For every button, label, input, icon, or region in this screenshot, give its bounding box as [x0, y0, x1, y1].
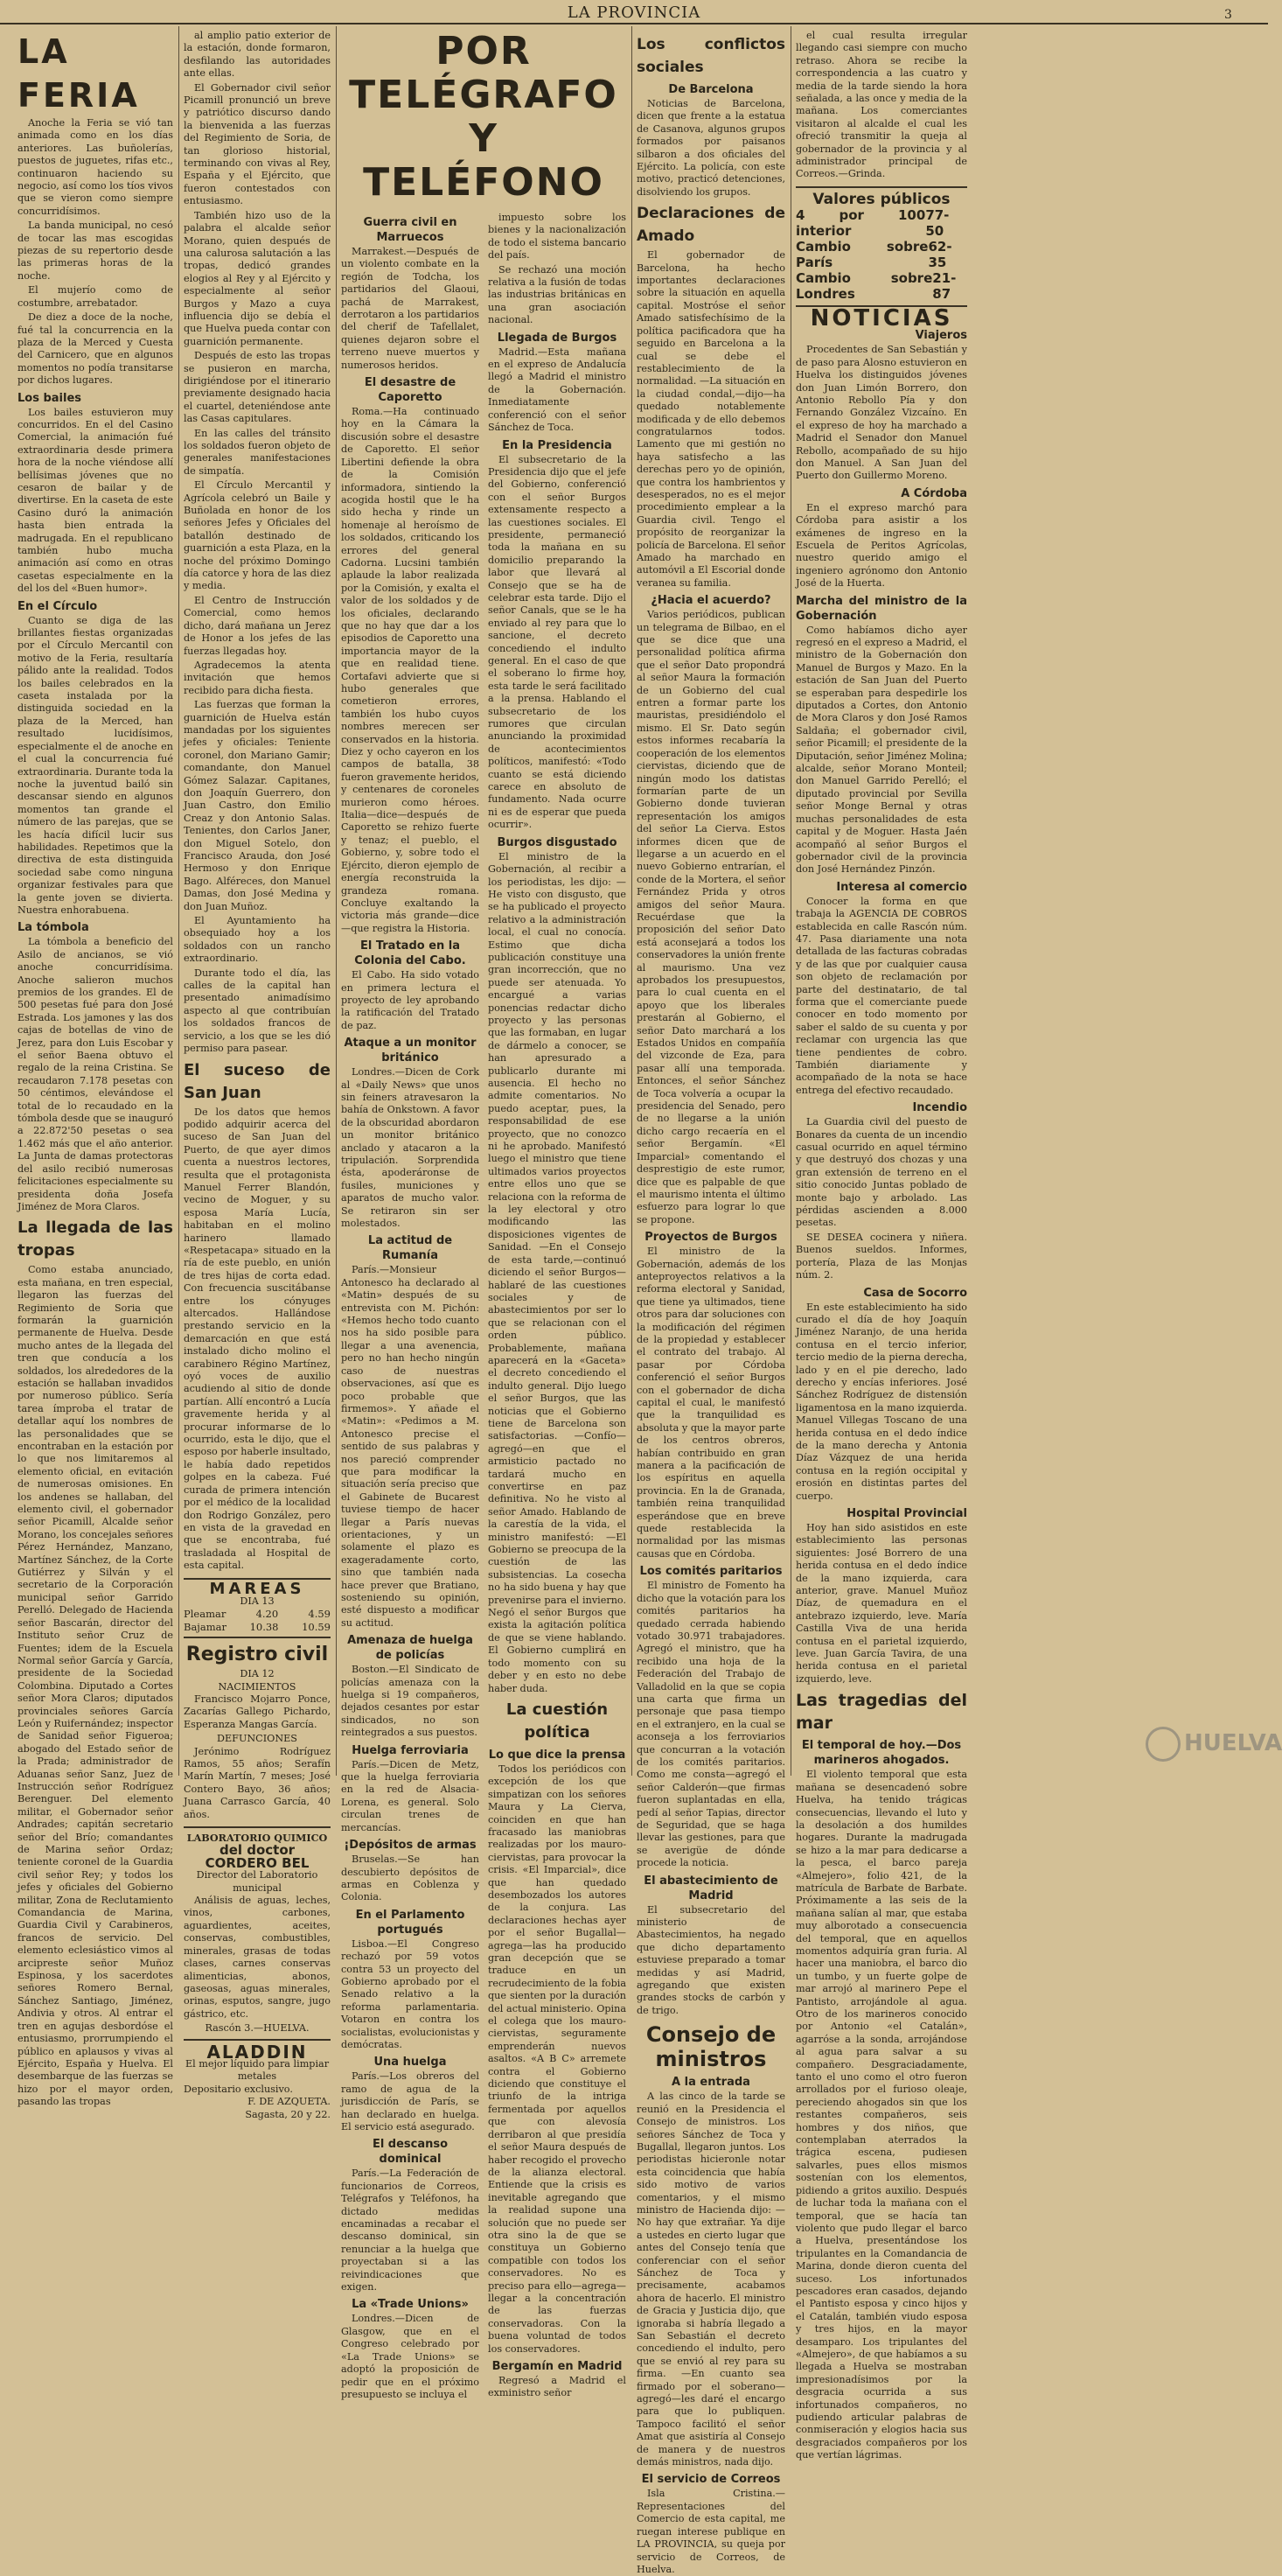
- socorro-text: En este establecimiento ha sido curado el día de hoy Joaquín Jiménez Naranjo, de una herida contusa en el tercio inferior, tercio medio de la pierna derecha, lado y en el pie derecho, lado derecho y encías inferiores. José Sánchez Rodríguez de distensión ligamentosa en la mano izquierda. Manuel Villegas Toscano de una herida contusa en el dedo índice de la mano derecha y Antonia Díaz Vázquez de una herida contusa en la región occipital y erosión en distintas partes del cuerpo.: [796, 1301, 967, 1502]
- valores-row-paris: [796, 239, 967, 270]
- laboratorio-ad: [184, 1826, 331, 2041]
- cuestion-politica-heading: La cuestión política: [505, 1700, 609, 1742]
- comercio-heading: Interesa al comercio: [836, 880, 967, 894]
- masthead: [0, 3, 1268, 24]
- circulo-heading: En el Círculo: [17, 599, 98, 613]
- proyectos-burgos-text: El ministro de la Gobernación, además de los anteproyectos relativos a la reforma electoral y Sanidad, que tiene ya ultimados, tiene otros para dar soluciones con la modificación del régimen de la propiedad y establecer el contrato del trabajo. Al pasar por Córdoba conferenció el señor Burgos con el gobernador de dicha capital el cual, le manifestó que la tranquilidad es absoluta y que la mayor parte de los centros obreros, habían contribuido en gran manera a la pacificación de los espíritus en aquella provincia. En la de Granada, también reina tranquilidad esperándose que en breve quede restablecida la normalidad por las mismas causas que en Córdoba.: [637, 1246, 785, 1560]
- noticias-heading: NOTICIAS: [810, 304, 953, 332]
- correos-cont-text: el cual resulta irregular llegando casi siempre con mucho retraso. Ahora se recibe la correspondencia a las cuatro y media de la tarde siendo la hora señalada, a las once y media de la mañana. Los comerciantes visitaron al alcalde el cual les ofreció transmitir la queja al gobernador de la provincia y al administrador principal de Correos.—Grinda.: [796, 30, 967, 180]
- registro-title: Registro civil: [185, 1644, 329, 1666]
- column-rule: [631, 26, 632, 1776]
- valores-row-interior-value: 77-50: [925, 206, 950, 239]
- incendio-heading: Incendio: [912, 1101, 967, 1115]
- watermark-ring-icon: [1146, 1727, 1181, 1762]
- aladdin-address: Sagasta, 20 y 22.: [245, 2108, 331, 2120]
- monitor-heading: Ataque a un monitor británico: [344, 1037, 477, 1065]
- column-6: [796, 30, 967, 2461]
- registro-day: DIA 12: [240, 1668, 275, 1680]
- archive-watermark: [1146, 1721, 1282, 1777]
- nacimientos-text: Francisco Mojarro Ponce, Zacarías Gallego Pichardo, Esperanza Mangas García.: [184, 1693, 331, 1730]
- caporetto-heading: El desastre de Caporetto: [364, 376, 456, 405]
- lab-title: LABORATORIO QUIMICO: [186, 1832, 328, 1845]
- proyectos-burgos-heading: Proyectos de Burgos: [644, 1231, 777, 1245]
- amado-text: El gobernador de Barcelona, ha hecho importantes declaraciones sobre la situación en aquella capital. Mostróse el señor Amado satisfechísimo de la política pacificadora que ha seguido en Barcelona a la cual se debe el restablecimiento de la normalidad. —La situación en la ciudad condal,—dijo—ha quedado notablemente modificada y de ello debemos congratularnos todos. Lamento que mi gestión no haya satisfecho a las derechas pero yo de opinión, que contra los hambrientos y desesperados, no es el mejor procedimiento emplear a la Guardia civil. Tengo el propósito de reorganizar la policía de Barcelona. El señor Amado ha marchado en automóvil a El Escorial donde veranea su familia.: [637, 249, 785, 589]
- col4-p2: Se rechazó una moción relativa a la fusión de todas las industrias británicas en una gran asociación nacional.: [488, 263, 626, 326]
- lab-name: del doctor CORDERO BEL: [205, 1842, 310, 1871]
- feria-title: LA FERIA: [17, 32, 140, 115]
- tragedias-heading: Las tragedias del mar: [796, 1691, 967, 1734]
- tropas-cont-p1: al amplio patio exterior de la estación, donde formaron, desfilando las autoridades ante ellas.: [184, 30, 331, 80]
- col4-p1: impuesto sobre los bienes y la nacionalización de todo el sistema bancario del país.: [488, 212, 626, 262]
- suceso-text: De los datos que hemos podido adquirir acerca del suceso de San Juan del Puerto, de que ayer dimos cuenta a nuestros lectores, resulta que el protagonista Manuel Ferrer Blandón, vecino de Moguer, y su esposa María Lucía, habitaban en el molino harinero llamado «Respetacapa» situado en la ría de este pueblo, en unión de tres hijas de corta edad. Con frecuencia suscitábanse entre los cónyuges altercados. Hallándose prestando servicio en la demarcación en que está instalado dicho molino el carabinero Régino Martínez, oyó voces de auxilio acudiendo al sitio de donde partían. Allí encontró a Lucía gravemente herida y al procurar informarse de lo ocurrido, esta le dijo, que el esposo por haberle insultado, le había dado repetidos golpes en la cabeza. Fué curada de primera intención por el médico de la localidad don Rodrigo González, pero en vista de la gravedad en que se encontraba, fué trasladada al Hospital de esta capital.: [184, 1106, 331, 1572]
- tombola-heading: La tómbola: [17, 921, 89, 935]
- temporal-subheading: El temporal de hoy.—Dos marineros ahogados.: [801, 1739, 962, 1768]
- correos-text: Isla Cristina.—Representaciones del Comercio de esta capital, me ruegan interese publique en LA PROVINCIA, su queja por servicio de Correos, de Huelva.: [637, 2488, 785, 2575]
- viajeros-heading: Viajeros: [915, 329, 967, 343]
- pleamar-row: [184, 1608, 331, 1620]
- circulo-text: Cuanto se diga de las brillantes fiestas organizadas por el Círculo Mercantil con motivo de la Feria, resultaría pálido ante la realidad. Todos los bailes celebrados en la caseta instalada por la distinguida sociedad en la plaza de la Merced, han resultado lucidísimos, especialmente el de anoche en el cual la concurrencia fué extraordinaria. Durante toda la noche la juventud bailó sin descansar siendo en algunos momentos tan grande el número de las parejas, que se les hacía difícil lucir sus habilidades. Repetimos que la directiva de esta distinguida sociedad sabe como ninguna organizar festivales para que la gente joven se divierta. Nuestra enhorabuena.: [17, 614, 173, 916]
- presidencia-heading: En la Presidencia: [502, 438, 612, 452]
- bajamar-row: [184, 1621, 331, 1633]
- defunciones-heading: DEFUNCIONES: [217, 1733, 297, 1745]
- cordoba-heading: A Córdoba: [901, 486, 967, 500]
- tropas-cont-p9: Las fuerzas que forman la guarnición de Huelva están mandadas por los siguientes jefes y oficiales: Teniente coronel, don Mariano Gamir; comandante, don Manuel Gómez Salazar. Capitanes, don Joaquín Guerrero, don Juan Castro, don Emilio Creaz y don Antonio Salas. Tenientes, don Carlos Janer, don Miguel Sotelo, don Francisco Arauda, don José Hermoso y don Enrique Bago. Alféreces, don Manuel Damas, don José Medina y don Juan Muñoz.: [184, 699, 331, 912]
- cabo-text: El Cabo. Ha sido votado en primera lectura el proyecto de ley aprobando la ratificación del Tratado de paz.: [341, 969, 479, 1031]
- hospital-text: Hoy han sido asistidos en este establecimiento las personas siguientes: José Borrero de una herida contusa en el dedo índice de la mano izquierda, cara anterior, grave. Manuel Muñoz Díaz, de quemadura en el antebrazo izquierdo, leve. María Castilla Viva de una herida contusa en el parietal izquierdo, leve. Juan García Tavira, de una herida contusa en el parietal izquierdo, leve.: [796, 1522, 967, 1685]
- prensa-subheading: Lo que dice la prensa: [488, 1748, 626, 1762]
- page-number: 3: [1224, 8, 1233, 22]
- abastecimiento-text: El subsecretario del ministerio de Abastecimientos, ha negado que dicho departamento estuviese preparado a tomar medidas y así Madrid, agregando que existen grandes stocks de carbón y de trigo.: [637, 1903, 785, 2016]
- pleamar-label: Pleamar: [184, 1608, 226, 1621]
- column-rule: [336, 26, 337, 1776]
- defunciones-text: Jerónimo Rodríguez Ramos, 55 años; Serafín Marín Martín, 7 meses; José Contero Bayo, 36 años; Juana Carrasco García, 40 años.: [184, 1745, 331, 1820]
- valores-row-londres-label: Cambio sobre Londres: [796, 269, 933, 302]
- presidencia-text: El subsecretario de la Presidencia dijo que el jefe del Gobierno, conferenció con el señor Burgos extensamente respecto a las cuestiones sociales. El presidente, permaneció toda la mañana en su domicilio preparando la labor que llevará al Consejo que se ha de celebrar esta tarde. Dijo el señor Canals, que se le ha enviado al rey para que lo sancione, el decreto concediendo el indulto general. En el caso de que el soberano lo firme hoy, esta tarde le será facilitado a la prensa. Hablando el subsecretario de los rumores que circulan anunciando la proximidad de acontecimientos políticos, manifestó: «Todo cuanto se está diciendo carece en absoluto de fundamento. Nada ocurre ni es de esperar que pueda ocurrir».: [488, 453, 626, 831]
- cabo-heading: El Tratado en la Colonia del Cabo.: [354, 939, 466, 968]
- cordoba-text: En el expreso marchó para Córdoba para asistir a los exámenes de ingreso en la Escuela de Peritos Agrícolas, nuestro querido amigo el ingeniero agrónomo don Antonio José de la Huerta.: [796, 501, 967, 590]
- valores-row-londres-value: 21-87: [932, 269, 957, 302]
- acuerdo-heading: ¿Hacia el acuerdo?: [651, 594, 771, 608]
- marcha-ministro-heading: Marcha del ministro de la Gobernación: [796, 594, 967, 623]
- llegada-burgos-heading: Llegada de Burgos: [497, 331, 617, 345]
- socorro-heading: Casa de Socorro: [863, 1286, 967, 1300]
- column-3: [341, 29, 626, 2400]
- pleamar-pm: 4.59: [308, 1608, 331, 1621]
- bajamar-label: Bajamar: [184, 1620, 226, 1633]
- portugues-heading: En el Parlamento portugués: [355, 1908, 465, 1937]
- feria-p4: De diez a doce de la noche, fué tal la concurrencia en la plaza de la Merced y Cuesta del Carnicero, que en algunos momentos no podía transitarse por dichos lugares.: [17, 311, 173, 387]
- consejo-subheading: A la entrada: [672, 2076, 750, 2090]
- bailes-text: Los bailes estuvieron muy concurridos. En el del Casino Comercial, la animación fué extraordinaria desde primera hora de la noche viéndose allí bellísimas jóvenes que no cesaron de bailar y de divertirse. En la caseta de este Casino duró la animación hasta bien entrada la madrugada. En el republicano también hubo mucha animación así como en otras casetas especialmente en la del los del «Buen humor».: [17, 406, 173, 595]
- tropas-text: Como estaba anunciado, esta mañana, en tren especial, llegaron las fuerzas del Regimiento de Soria que formarán la guarnición permanente de Huelva. Desde mucho antes de la llegada del tren que conducía a los soldados, los alrededores de la estación se hallaban invadidos por numeroso público. Sería tarea ímproba el tratar de detallar aquí los nombres de las personalidades que se encontraban en la estación por lo que nos limitaremos al elemento oficial, en evitación de numerosas omisiones. En los andenes se hallaban, del elemento civil, el gobernador señor Picamill, Alcalde señor Morano, los concejales señores Pérez Hernández, Manzano, Martínez Sánchez, de la Corte Gutiérrez y Silván y el secretario de la Corporación municipal señor Garrido Perelló. Delegado de Hacienda señor Bascarán, director del Instituto señor Cruz de Fuentes; idem de la Escuela Normal señor García y García, presidente de la Sociedad Colombina. Diputado a Cortes señor Mora Claros; diputados provinciales señores García León y Ruifernández; inspector de Sanidad señor Figueroa; abogado del Estado señor de la Prada; administrador de Aduanas señor Sanz, Juez de Instrucción señor Rodríguez Berenguer. Del elemento militar, el Gobernador señor Andrades; capitán secretario señor del Brío; comandantes de Marina señor Ordaz; teniente coronel de la Guardia civil señor Rey; y todos los jefes y oficiales del Gobierno militar, Zona de Reclutamiento Comandancia de Marina, Guardia Civil y Carabineros, francos de servicio. Del elemento eclesiástico vimos al arcipreste señor Muñoz Espinosa, y los sacerdotes señores Romero Bernal, Sánchez Santiago, Jiménez, Andivia y otros. Al entrar el tren en agujas desbordóse el entusiasmo, prorrumpiendo el público en aplausos y vivas al Ejército, España y Huelva. El desembarque de las fuerzas se hizo por el mayor orden, pasando las tropas: [17, 1264, 173, 2108]
- viajeros-text: Procedentes de San Sebastián y de paso para Alosno estuvieron en Huelva los distinguidos jóvenes don Juan Limón Borrero, don Antonio Rebollo Pía y don Fernando González Vizcaíno. En el expreso de hoy ha marchado a Madrid el Senador don Manuel Rebollo, acompañado de su hijo don Manuel. A San Juan del Puerto don Guillermo Moreno.: [796, 344, 967, 482]
- trade-unions-text: Londres.—Dicen de Glasgow, que en el Congreso celebrado por «La Trade Unions» se adoptó la proposición de pedir que en el próximo presupuesto se incluya el: [341, 2313, 479, 2400]
- tropas-cont-p6: El Círculo Mercantil y Agrícola celebró un Baile y Buñolada en honor de los señores Jefes y Oficiales del batallón destinado de guarnición a esta Plaza, en la noche del próximo Domingo día catorce y hora de las diez y media.: [184, 479, 331, 592]
- barcelona-subheading: De Barcelona: [668, 83, 754, 96]
- lab-text: Análisis de aguas, leches, vinos, carbones, aguardientes, aceites, conservas, combustibles, minerales, grasas de todas clases, carnes conservas alimenticias, abonos, gaseosas, aguas minerales, orinas, esputos, sangre, jugo gástrico, etc.: [184, 1895, 331, 2020]
- aladdin-depositario: Depositario exclusivo.: [184, 2083, 293, 2095]
- tropas-cont-p5: En las calles del tránsito los soldados fueron objeto de generales manifestaciones de simpatía.: [184, 427, 331, 477]
- bajamar-pm: 10.59: [302, 1620, 331, 1633]
- comites-heading: Los comités paritarios: [639, 1565, 783, 1579]
- huelga-text: París.—Los obreros del ramo de agua de la jurisdicción de París, se han declarado en huelga. El servicio está asegurado.: [341, 2070, 479, 2133]
- tropas-cont-p11: Durante todo el día, las calles de la capital han presentado animadísimo aspecto al que contribuían los soldados francos de servicio, a los que se les dió permiso para pasear.: [184, 967, 331, 1055]
- column-rule: [178, 26, 179, 1776]
- comites-text: El ministro de Fomento ha dicho que la votación para los comités paritarios ha quedado cerrada habiendo votado 30.971 trabajadores. Agregó el ministro, que ha recibido una hoja de la Federación del Trabajo de Valladolid en la que se copia una carta que firma un personaje que pasa tiempo en el extranjero, en la cual se aconseja a los ferroviarios que concurran a la votación de los comités paritarios. Como me consta—agregó el señor Calderón—que firmas fueron suplantadas en ella, pedí al señor Tapias, director de Seguridad, que se haga llevar las gestiones, para que se averigüe de dónde procede la noticia.: [637, 1580, 785, 1869]
- valores-row-paris-value: 62-35: [928, 238, 952, 270]
- valores-row-londres: [796, 270, 967, 302]
- burgos-disgustado-text: El ministro de la Gobernación, al recibir a los periodistas, les dijo: —He visto con disgusto, que se ha publicado el proyecto relativo a la administración local, el cual no conocía. Estimo que dicha publicación constituye una gran incorrección, que no puede ser atenuada. Yo encargué a varias ponencias redactar dicho proyecto y las personas que las formaban, en lugar de dármelo a conocer, se han apresurado a publicarlo durante mi ausencia. El hecho no admite comentarios. No puedo aceptar, pues, la responsabilidad de ese proyecto, que no conozco ni he aprobado. Manifestó luego el ministro que tiene ultimados varios proyectos entre ellos uno que se relaciona con la reforma de la ley electoral y otro modificando las disposiciones vigentes de Sanidad. —En el Consejo de esta tarde,—continuó diciendo el señor Burgos—hablaré de las cuestiones sociales y de abastecimientos por ser lo que se relacionan con el orden público. Probablemente, mañana aparecerá en la «Gaceta» el decreto concediendo el indulto general. Dijo luego el señor Burgos, que las noticias que el Gobierno tiene de Barcelona son satisfactorias. —Confío—agregó—en que el armisticio pactado no tardará mucho en convertirse en paz definitiva. No he visto al señor Amado. Hablando de la carestía de la vida, el ministro manifestó: —El Gobierno se preocupa de la cuestión de las subsistencias. La cosecha no ha sido buena y hay que prevenirse para el invierno. Negó el señor Burgos que exista la agitación política de que se viene hablando. El Gobierno cumplirá en todo momento con su deber y en esto no debe haber duda.: [488, 850, 626, 1694]
- acuerdo-text: Varios periódicos, publican un telegrama de Bilbao, en el que se dice que una personalidad política afirma que el señor Dato propondrá al señor Maura la formación de un Gobierno del cual entren a formar parte los mauristas, presidiéndolo el mismo. El Sr. Dato según estos informes recabaría la cooperación de los elementos ciervistas, diciendo que de ningún modo los datistas formarían parte de un Gobierno donde tuvieran representación los amigos del señor La Cierva. Estos informes dicen que de llegarse a un acuerdo en el nuevo Gobierno entrarían, el conde de la Mortera, el señor Fernández Prida y otros amigos del señor Maura. Recuérdase que la proposición del señor Dato está aconsejará a todos los conservadores la unión frente al maurismo. Una vez aprobados los presupuestos, para lo cual cuenta en el apoyo que los liberales prestarán al Gobierno, el señor Dato marchará a los Estados Unidos en compañía del vizconde de Eza, para pasar allí una temporada. Entonces, el señor Sánchez de Toca volvería a ocupar la presidencia del Senado, pero de no llegarse a la unión dicho cargo recaería en el señor Bergamín. «El Imparcial» comentando el desprestigio de este rumor, dice que es palpable de que el maurismo intenta el último esfuerzo para lograr lo que se propone.: [637, 609, 785, 1225]
- suceso-heading: El suceso de San Juan: [184, 1060, 331, 1102]
- armas-heading: ¡Depósitos de armas: [344, 1839, 477, 1853]
- tropas-cont-p8: Agradecemos la atenta invitación que hemos recibido para dicha fiesta.: [184, 659, 331, 696]
- rumania-heading: La actitud de Rumanía: [367, 1234, 453, 1263]
- conflictos-heading: Los conflictos sociales: [637, 36, 785, 76]
- barcelona-text: Noticias de Barcelona, dicen que frente a la estatua de Casanova, algunos grupos formados por paisanos silbaron a dos oficiales del Ejército. La policía, con este motivo, practicó detenciones, disolviendo los grupos.: [637, 98, 785, 198]
- bajamar-am: 10.38: [249, 1620, 279, 1633]
- mareas-title: MAREAS: [209, 1579, 305, 1598]
- valores-row-interior-label: 4 por 100 interior: [796, 206, 926, 239]
- lab-address: Rascón 3.—HUELVA.: [205, 2022, 310, 2035]
- telegrafo-title-2: Y TELÉFONO: [363, 116, 604, 205]
- incendio-text: La Guardia civil del puesto de Bonares da cuenta de un incendio casual ocurrido en aquel término y que destruyó dos chozas y una gran extensión de terreno en el sitio conocido Juntas poblado de monte bajo y arbolado. Las pérdidas ascienden a 8.000 pesetas.: [796, 1116, 967, 1229]
- ferroviaria-text: París.—Dicen de Metz, que la huelga ferroviaria en la red de Alsacia-Lorena, es general. Solo circulan trenes de mercancías.: [341, 1758, 479, 1833]
- armas-text: Bruselas.—Se han descubierto depósitos de armas en Coblenza y Colonia.: [341, 1853, 479, 1903]
- feria-p3: El mujerío como de costumbre, arrebatador.: [17, 284, 173, 309]
- consejo-heading: Consejo de ministros: [645, 2022, 777, 2072]
- telegrafo-title-1: POR TELÉGRAFO: [349, 29, 618, 117]
- feria-p2: La banda municipal, no cesó de tocar las mas escogidas piezas de su repertorio desde las primeras horas de la noche.: [17, 220, 173, 282]
- bailes-heading: Los bailes: [17, 391, 82, 405]
- trade-unions-heading: La «Trade Unions»: [352, 2298, 469, 2312]
- column-5: [637, 30, 785, 2575]
- tropas-cont-p7: El Centro de Instrucción Comercial, como hemos dicho, dará mañana un Jerez de Honor a los jefes de las fuerzas llegadas hoy.: [184, 594, 331, 657]
- llegada-burgos-text: Madrid.—Esta mañana en el expreso de Andalucía llegó a Madrid el ministro de la Gobernación. Inmediatamente conferenció con el señor Sánchez de Toca.: [488, 346, 626, 434]
- tombola-text: La tómbola a beneficio del Asilo de ancianos, se vió anoche concurridísima. Anoche salieron muchos premios de los grandes. El de 500 pesetas fué para don José Estrada. Los jamones y las dos cajas de botellas de vino de Jerez, para don Luis Escobar y el señor Baena obtuvo el regalo de la reina Cristina. Se recaudaron 7.178 pesetas con 50 céntimos, elevándose el total de lo recaudado en la tómbola desde que se inauguró a 22.872'50 pesetas o sea 1.462 más que el año anterior. La Junta de damas protectoras del asilo recibió numerosas felicitaciones especialmente su presidenta doña Josefa Jiménez de Mora Claros.: [17, 936, 173, 1212]
- column-1: [17, 30, 173, 2108]
- aladdin-name: F. DE AZQUETA.: [247, 2096, 331, 2108]
- dominical-text: París.—La Federación de funcionarios de Correos, Telégrafos y Teléfonos, ha dictado medidas encaminadas a recabar el descanso dominical, sin renunciar a la huelga que proyectaban si a las reivindicaciones que exigen.: [341, 2168, 479, 2293]
- bergamin-heading: Bergamín en Madrid: [491, 2360, 623, 2373]
- mareas-day: DIA 13: [240, 1595, 275, 1607]
- hospital-heading: Hospital Provincial: [847, 1507, 967, 1520]
- tragedias-text: El violento temporal que esta mañana se desencadenó sobre Huelva, ha tenido trágicas consecuencias, llevando el luto y la desolación a dos humildes hogares. Durante la madrugada se hizo a la mar para dedicarse a la pesca, el barco pareja «Almejero», folio 421, de la matrícula de Barbate de Barbate. Próximamente a las seis de la mañana salían al mar, que estaba muy alborotado a consecuencia del temporal, que en aquellos momentos adquiría gran furia. Al hacer una maniobra, el barco dio un tumbo, y un fuerte golpe de mar arrojó al marinero Pepe el Pantisto, arrojándole al agua. Otro de los marineros conocido por Antonio «el Catalán», agarróse a la sonda, arrojándose al agua para salvar a su compañero. Desgraciadamente, tanto el uno como el otro fueron arrollados por el furioso oleaje, pereciendo ahogados sin que los restantes compañeros, seis hombres y dos niños, que contemplaban aterrados la trágica escena, pudiesen salvarles, pues ellos mismos sostenían con los elementos, pidiendo a gritos auxilio. Después de luchar toda la mañana con el temporal, que se hacía tan violento que pudo llegar el barco a Huelva, presentándose los tripulantes en la Comandancia de Marina, donde dieron cuenta del suceso. Los infortunados pescadores eran casados, dejando el Pantisto esposa y cinco hijos y el Catalán, también viudo esposa y tres hijos, en la mayor desamparo. Los tripulantes del «Almejero», de que habíamos a su llegada a Huelva se mostraban impresionadísimos por la desgracia ocurrida a sus infortunados compañeros, no pudiendo articular palabras de conmiseración y elogios hacia sus desgraciados compañeros por los que vertían lágrimas.: [796, 1769, 967, 2461]
- valores-row-paris-label: Cambio sobre París: [796, 238, 929, 270]
- masthead-title: LA PROVINCIA: [567, 3, 701, 22]
- marcha-ministro-text: Como habíamos dicho ayer regresó en el expreso a Madrid, el ministro de la Gobernación don Manuel de Burgos y Mazo. En la estación de San Juan del Puerto se esperaban para despedirle los diputados a Cortes, don Antonio de Mora Claros y don José Ramos Saldaña; el gobernador civil, señor Picamill; el presidente de la Diputación, señor Jiménez Molina; alcalde, señor Morano Monteil; don Manuel Garrido Perelló; el diputado provincial por Sevilla señor Monge Bernal y otras muchas personalidades de esta capital y de Moguer. Hasta Jaén acompañó al señor Burgos el gobernador civil de la provincia don José Hernández Pinzón.: [796, 624, 967, 876]
- cuestion-politica-text: Todos los periódicos con excepción de los que simpatizan con los señores Maura y La Cierva, coinciden en que han fracasado las maniobras realizadas por los mauro-ciervistas, para provocar la crisis. «El Imparcial», dice que han quedado desembozados los autores de la conjura. Las declaraciones hechas ayer por el señor Bugallal—agrega—las ha producido gran decepción que se traduce en un recrudecimiento de la fobia que sienten por la duración del actual ministerio. Opina el colega que los mauro-ciervistas, seguramente emprenderán nuevos asaltos. «A B C» arremete contra el Gobierno diciendo que constituye el triunfo de la intriga fermentada por aquellos que con alevosía derribaron al que presidía el señor Maura después de haber recogido el provecho de la alianza electoral. Entiende que la crisis es inevitable agregando que la realidad supone una solución que no puede ser otra sino la de que se constituya un Gobierno compatible con todos los conservadores. No es preciso para ello—agrega—llegar a la concentración de las fuerzas conservadoras. Con la buena voluntad de todos los conservadores.: [488, 1763, 626, 2355]
- lab-subtitle: Director del Laboratorio municipal: [196, 1869, 318, 1894]
- amado-heading: Declaraciones de Amado: [637, 205, 785, 246]
- huelga-heading: Una huelga: [373, 2056, 447, 2070]
- tropas-cont-p2: El Gobernador civil señor Picamill pronunció un breve y patriótico discurso dando la bienvenida a las fuerzas del Regimiento de Soria, de tan glorioso historial, terminando con vivas al Rey, España y el Ejército, que fueron contestados con entusiasmo.: [184, 81, 331, 207]
- bergamin-text: Regresó a Madrid el exministro señor: [488, 2375, 626, 2399]
- ferroviaria-heading: Huelga ferroviaria: [352, 1743, 469, 1757]
- monitor-text: Londres.—Dicen de Cork al «Daily News» que unos sin feiners atravesaron la bahía de Onkstown. A favor de la obscuridad abordaron un monitor británico anclado y atacaron a la tripulación. Sorprendida ésta, apoderáronse de fusiles, municiones y aparatos de mucho valor. Se retiraron sin ser molestados.: [341, 1066, 479, 1230]
- comercio-text: Conocer la forma en que trabaja la AGENCIA DE COBROS establecida en calle Rascón núm. 47. Pasa diariamente una nota detallada de las facturas cobradas y de las que por cualquier causa son objeto de reclamación por parte del destinatario, de tal forma que el comerciante puede conocer en todo momento por saber el saldo de su cuenta y por reclamar con urgencia las que tiene pendientes de cobro. También diariamente y acompañado de la nota se hace entrega del efectivo recaudado.: [796, 895, 967, 1096]
- tropas-cont-p4: Después de esto las tropas se pusieron en marcha, dirigiéndose por el itinerario previamente designado hacia el cuartel, deteniéndose ante las Casas capitulares.: [184, 350, 331, 425]
- valores-title: Valores públicos: [812, 190, 951, 208]
- feria-p1: Anoche la Feria se vió tan animada como en los días anteriores. Las buñolerías, puestos de juguetes, rifas etc., continuaron haciendo su negocio, así como los tíos vivos que se vieron como siempre concurridísimos.: [17, 117, 173, 217]
- tropas-cont-p3: También hizo uso de la palabra el alcalde señor Morano, quien después de una calurosa salutación a las tropas, dedicó grandes elogios al Rey y al Ejército y especialmente al señor Burgos y Mazo a cuya influencia dijo se debía el que Huelva pueda contar con guarnición permanente.: [184, 209, 331, 347]
- pleamar-am: 4.20: [255, 1608, 279, 1621]
- caporetto-text: Roma.—Ha continuado hoy en la Cámara la discusión sobre el desastre de Caporetto. El señor Libertini defiende la obra de la Comisión informadora, sintiendo la acogida hostil que le ha sido hecha y rinde un homenaje al heroísmo de los soldados, criticando los errores del general Cadorna. Lucsini también aplaude la labor realizada por la Comisión, y exalta el valor de los soldados y de los oficiales, declarando que no hay que dar a los episodios de Caporetto una importancia mayor de la que en realidad tiene. Cortafavi advierte que si hubo generales que cometieron errores, también los hubo cuyos nombres merecen ser conservados en la historia. Diez y ocho cayeron en los campos de batalla, 38 fueron gravemente heridos, y centenares de coroneles murieron como héroes. Italia—dice—después de Caporetto se rehizo fuerte y tenaz; el pueblo, el Gobierno, y, sobre todo el Ejército, dieron ejemplo de energía reconstruida la grandeza romana. Concluye exaltando la victoria más grande—dice—que registra la Historia.: [341, 406, 479, 934]
- marruecos-text: Marrakest.—Después de un violento combate en la región de Todcha, los partidarios del Glaoui, pachá de Marrakest, derrotaron a los partidarios del cherif de Tafellalet, quienes dejaron sobre el terreno nueve muertos y numerosos heridos.: [341, 246, 479, 371]
- aladdin-title: ALADDIN: [206, 2041, 308, 2063]
- aladdin-subtitle: El mejor líquido para limpiar metales: [185, 2057, 330, 2083]
- valores-row-interior: [796, 207, 967, 239]
- marruecos-heading: Guerra civil en Marruecos: [363, 216, 457, 244]
- nacimientos-heading: NACIMIENTOS: [218, 1680, 296, 1693]
- telegrafo-columns: [341, 212, 626, 2403]
- consejo-text: A las cinco de la tarde se reunió en la Presidencia el Consejo de ministros. Los señores Sánchez de Toca y Bugallal, llegaron juntos. Los periodistas hicieronle notar esta coincidencia que había sido motivo de varios comentarios, y el mismo ministro de Hacienda dijo: —No hay que extrañar. Ya dije a ustedes en cierto lugar que antes del Consejo tenía que conferenciar con el señor Sánchez de Toca y precisamente, acabamos ahora de hacerlo. El ministro de Gracia y Justicia dijo, que ignoraba si habría llegado a San Sebastián el decreto concediendo el indulto, pero que se envió al rey para su firma. —En cuanto sea firmado por el soberano—agregó—les daré el encargo para que lo publiquen. Tampoco facilitó el señor Amat que asistiría al Consejo de manera y de nuestros demás ministros, nada dijo.: [637, 2091, 785, 2468]
- mareas-box: [184, 1578, 331, 1639]
- policias-heading: Amenaza de huelga de policías: [347, 1634, 473, 1663]
- valores-box: [796, 186, 967, 307]
- burgos-disgustado-heading: Burgos disgustado: [497, 835, 617, 849]
- dominical-heading: El descanso dominical: [372, 2138, 449, 2167]
- watermark-text: HUELVA: [1184, 1730, 1282, 1756]
- tropas-cont-p10: El Ayuntamiento ha obsequiado hoy a los soldados con un rancho extraordinario.: [184, 915, 331, 965]
- classified-ad: SE DESEA cocinera y niñera. Buenos sueldos. Informes, portería, Plaza de las Monjas núm. 2.: [796, 1231, 967, 1281]
- portugues-text: Lisboa.—El Congreso rechazó por 59 votos contra 53 un proyecto del Gobierno aprobado por el Senado relativo a la reforma parlamentaria. Votaron en contra los socialistas, evolucionistas y demócratas.: [341, 1937, 479, 2050]
- tropas-heading: La llegada de las tropas: [17, 1218, 173, 1260]
- rumania-text: París.—Monsieur Antonesco ha declarado al «Matin» después de su entrevista con M. Pichón: «Hemos hecho todo cuanto nos ha sido posible para llegar a una avenencia, pero no han hecho ningún caso de nuestras observaciones, así que es poco probable que firmemos». Y añade el «Matin»: «Pedimos a M. Antonesco precise el sentido de sus palabras y nos pareció comprender que para modificar la situación sería preciso que el Gabinete de Bucarest tuviese tiempo de hacer llegar a París nuevas orientaciones, y un solamente el plazo es exageradamente corto, sino que también nada hace prever que Bratiano, sosteniendo su opinión, esté dispuesto a modificar su actitud.: [341, 1264, 479, 1629]
- correos-heading: El servicio de Correos: [641, 2473, 781, 2487]
- policias-text: Boston.—El Sindicato de policías amenaza con la huelga si 19 compañeros, dejados cesantes por estar sindicados, no son reintegrados a sus puestos.: [341, 1664, 479, 1739]
- column-2: [184, 30, 331, 2120]
- abastecimiento-heading: El abastecimiento de Madrid: [644, 1874, 778, 1902]
